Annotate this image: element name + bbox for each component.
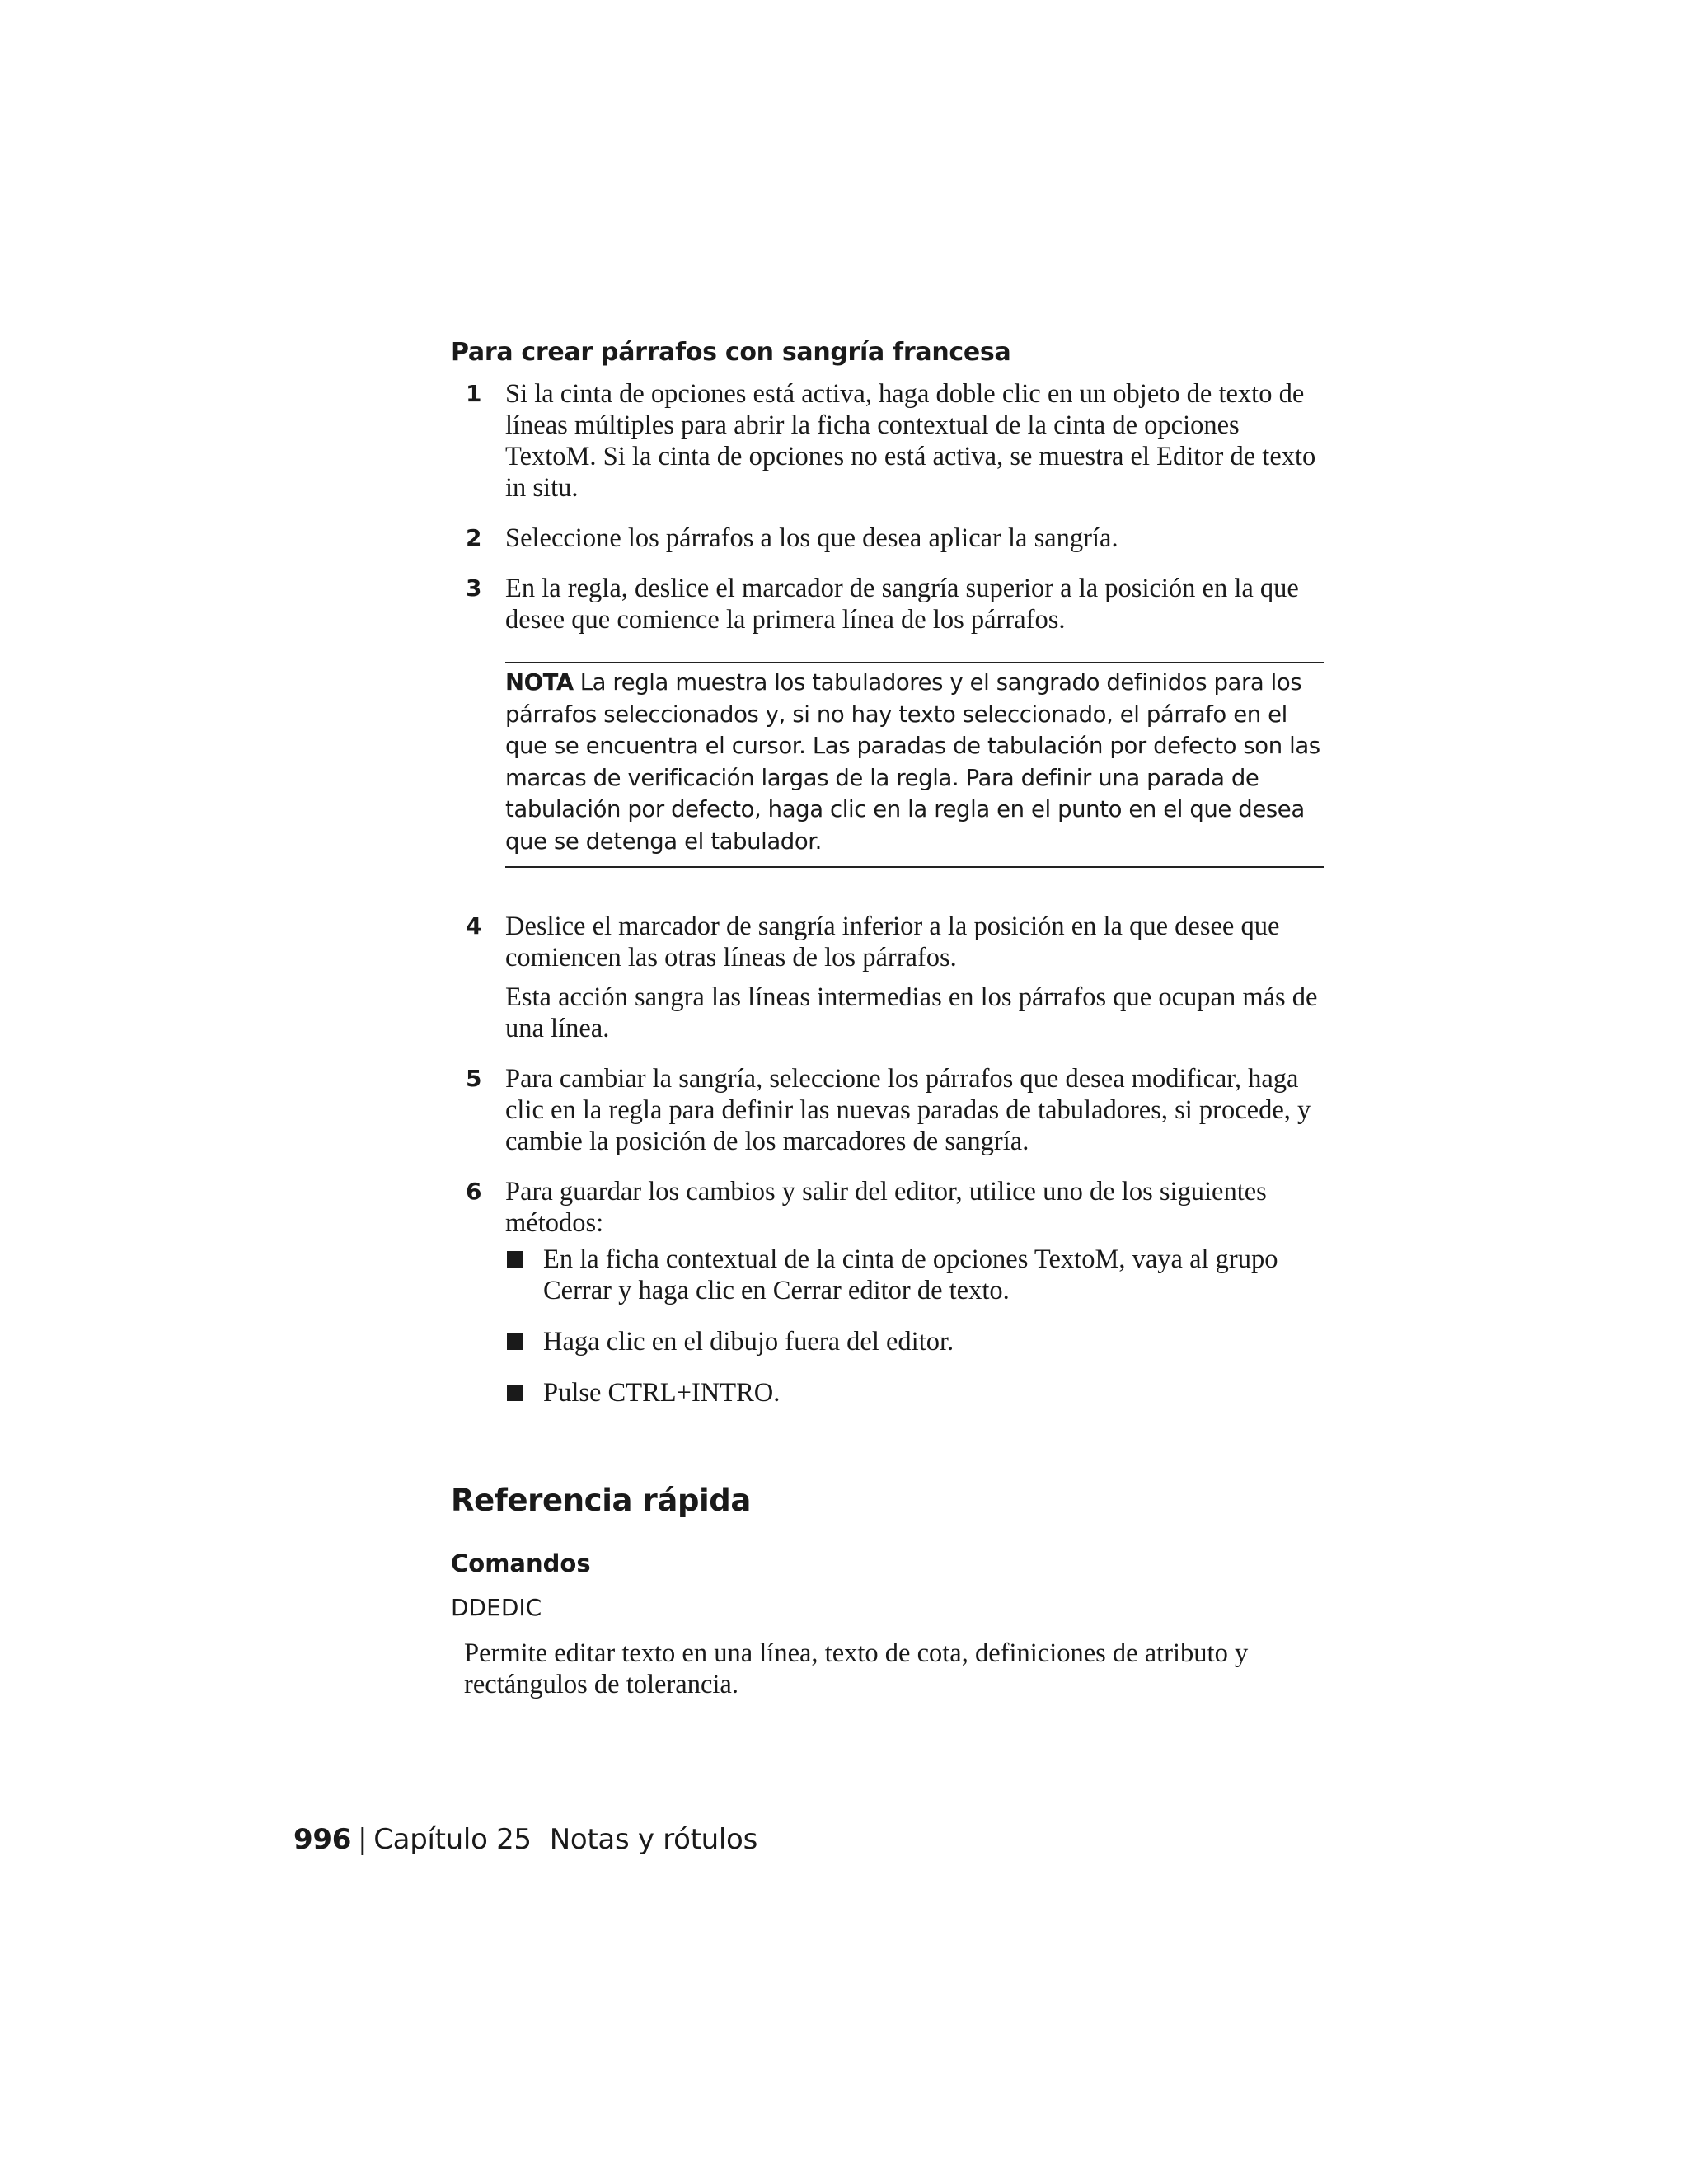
list-item	[505, 1377, 1325, 1408]
step-number: 4	[466, 912, 482, 940]
list-item	[505, 1244, 1325, 1306]
step-text: Para guardar los cambios y salir del editor, utilice uno de los siguientes métodos:	[505, 1176, 1267, 1238]
bullet-text: Haga clic en el dibujo fuera del editor.	[543, 1326, 954, 1357]
note-text: La regla muestra los tabuladores y el sangrado definidos para los párrafos seleccionados y, si no hay texto seleccionado, el párrafo en el que se encuentra el cursor. Las paradas de tabulación por defecto son las marcas de verificación largas de la regla. Para definir una parada de tabulación por defecto, haga clic en la regla en el punto en el que desea que se detenga el tabulador.	[505, 669, 1320, 855]
list-item	[505, 1326, 1325, 1357]
bullet-list	[505, 1244, 1325, 1408]
step-5	[451, 1063, 1325, 1157]
step-extra-text: Esta acción sangra las líneas intermedias en los párrafos que ocupan más de una línea.	[505, 982, 1318, 1043]
square-bullet-icon	[507, 1251, 523, 1268]
step-4	[451, 911, 1325, 1044]
step-6	[451, 1176, 1325, 1408]
step-text: Seleccione los párrafos a los que desea aplicar la sangría.	[505, 523, 1118, 553]
step-text: En la regla, deslice el marcador de sangría superior a la posición en la que desee que comience la primera línea de los párrafos.	[505, 574, 1299, 635]
step-text: Si la cinta de opciones está activa, haga doble clic en un objeto de texto de líneas múltiples para abrir la ficha contextual de la cinta de opciones TextoM. Si la cinta de opciones no está activa, se muestra el Editor de texto in situ.	[505, 379, 1316, 503]
note-box	[505, 662, 1324, 868]
step-text: Deslice el marcador de sangría inferior a la posición en la que desee que comiencen las otras líneas de los párrafos.	[505, 911, 1280, 972]
step-text: Para cambiar la sangría, seleccione los párrafos que desea modificar, haga clic en la regla para definir las nuevas paradas de tabuladores, si procede, y cambie la posición de los marcadores de sangría.	[505, 1063, 1311, 1156]
step-1	[451, 378, 1325, 504]
note-label: NOTA	[505, 669, 574, 696]
bullet-text: En la ficha contextual de la cinta de opciones TextoM, vaya al grupo Cerrar y haga clic en Cerrar editor de texto.	[543, 1244, 1278, 1305]
chapter-label: Capítulo 25	[373, 1823, 532, 1856]
step-3	[451, 573, 1325, 635]
footer-separator: |	[358, 1823, 368, 1856]
square-bullet-icon	[507, 1333, 523, 1350]
step-number: 3	[466, 574, 482, 602]
command-name: DDEDIC	[451, 1593, 542, 1621]
step-number: 6	[466, 1177, 482, 1205]
section-title: Referencia rápida	[451, 1482, 751, 1518]
procedure-title: Para crear párrafos con sangría francesa	[451, 338, 1011, 367]
page-content	[451, 338, 1325, 1700]
commands-heading: Comandos	[451, 1549, 591, 1577]
command-description: Permite editar texto en una línea, texto de cota, definiciones de atributo y rectángulos de tolerancia.	[464, 1638, 1249, 1699]
square-bullet-icon	[507, 1385, 523, 1401]
step-2	[451, 523, 1325, 554]
chapter-title: Notas y rótulos	[549, 1823, 757, 1856]
bullet-text: Pulse CTRL+INTRO.	[543, 1377, 781, 1408]
page-number: 996	[293, 1823, 352, 1856]
step-number: 1	[466, 380, 482, 407]
step-number: 2	[466, 524, 482, 551]
step-number: 5	[466, 1064, 482, 1092]
page-footer	[293, 1823, 757, 1856]
